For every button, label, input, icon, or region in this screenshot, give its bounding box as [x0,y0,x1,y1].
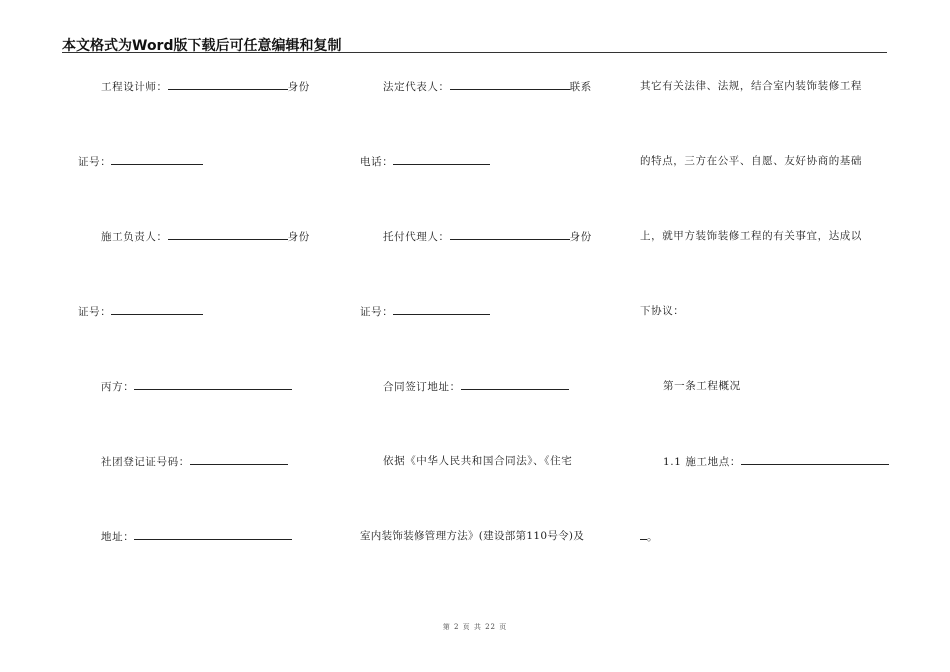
site-end-mark: 。 [647,531,659,543]
article-one-title: 第一条工程概况 [663,380,741,392]
partyc-label: 丙方： [101,381,135,393]
registration-line [101,454,288,469]
designer-suffix: 身份 [287,81,310,93]
agent-id-blank [393,304,490,315]
body-text-line-4: 下协议： [640,305,685,317]
document-header-title: 本文格式为Word版下载后可任意编辑和复制 [62,38,342,54]
site-continuation-blank [640,529,647,540]
basis-line-1: 依据《中华人民共和国合同法》、《住宅 [383,455,573,467]
legal-rep-label: 法定代表人： [383,81,450,93]
sign-place-blank [461,379,569,390]
basis-line-2: 室内装饰装修管理方法》(建设部第110号令)及 [360,530,585,542]
registration-blank [190,454,288,465]
designer-line [101,79,310,94]
designer-id-line [78,154,203,169]
manager-id-blank [111,304,203,315]
manager-id-label: 证号： [78,306,112,318]
legal-rep-suffix: 联系 [569,81,592,93]
body-text-line-1: 其它有关法律、法规，结合室内装饰装修工程 [640,80,862,92]
designer-label: 工程设计师： [101,81,168,93]
address-blank [134,529,292,540]
manager-id-line [78,304,203,319]
registration-label: 社团登记证号码： [101,456,190,468]
agent-id-line [360,304,490,319]
site-label: 1.1 施工地点： [663,456,741,468]
partyc-line [101,379,292,394]
site-continuation-line [640,529,658,544]
phone-label: 电话： [360,156,394,168]
page-number-footer: 第 2 页 共 22 页 [442,623,508,631]
agent-line [383,229,592,244]
address-line [101,529,292,544]
manager-blank [168,229,288,240]
phone-line [360,154,490,169]
designer-id-blank [111,154,203,165]
manager-line [101,229,310,244]
agent-label: 托付代理人： [383,231,450,243]
manager-suffix: 身份 [287,231,310,243]
designer-blank [168,79,288,90]
agent-id-label: 证号： [360,306,394,318]
address-label: 地址： [101,531,135,543]
agent-suffix: 身份 [569,231,592,243]
site-line [663,454,889,469]
site-blank [741,454,889,465]
sign-place-line [383,379,569,394]
legal-rep-line [383,79,592,94]
body-text-line-3: 上，就甲方装饰装修工程的有关事宜，达成以 [640,230,862,242]
header-divider [62,52,887,53]
phone-blank [393,154,490,165]
body-text-line-2: 的特点，三方在公平、自愿、友好协商的基础 [640,155,862,167]
manager-label: 施工负责人： [101,231,168,243]
designer-id-label: 证号： [78,156,112,168]
partyc-blank [134,379,292,390]
legal-rep-blank [450,79,570,90]
agent-blank [450,229,570,240]
sign-place-label: 合同签订地址： [383,381,461,393]
